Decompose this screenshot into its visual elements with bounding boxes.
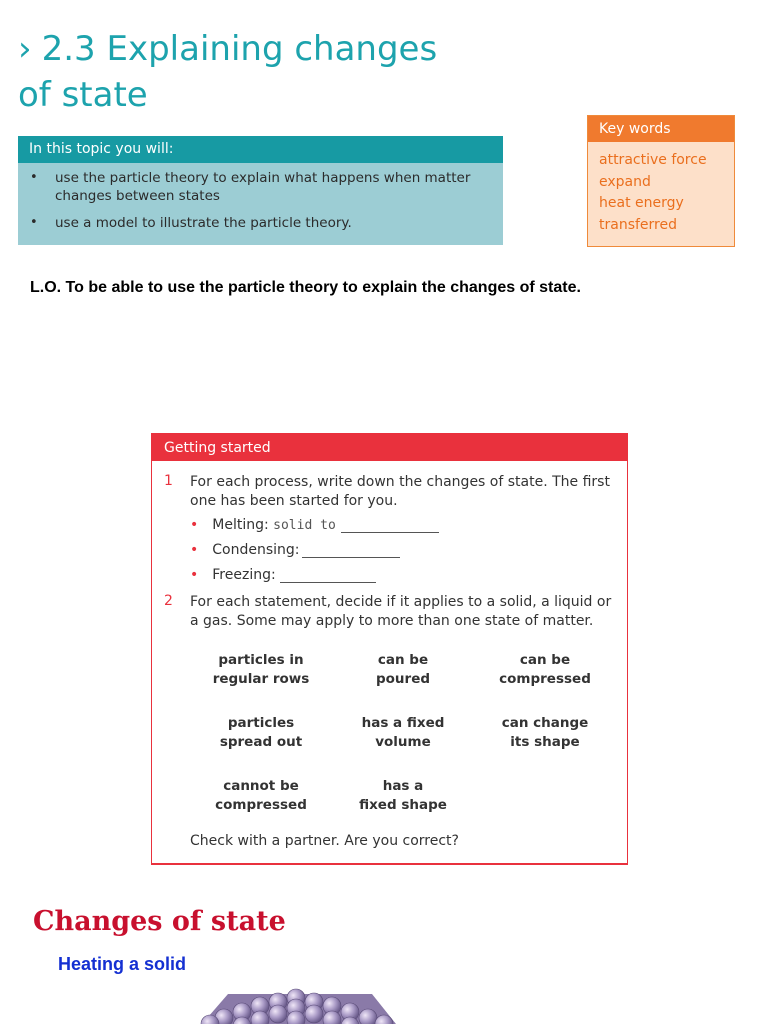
bullet-label: Melting: [212,517,269,533]
answer-line [341,520,439,533]
key-words-heading: Key words [588,116,734,142]
statement-card: has a fixed volume [361,715,445,750]
statement-card: particles spread out [219,715,303,750]
key-word: transferred [599,216,677,233]
key-words-list [588,142,734,236]
bullet-label: Condensing: [212,542,300,558]
bullet-icon: • [190,542,199,558]
bullet-melting [190,517,439,533]
getting-started-box [151,433,628,865]
getting-started-heading: Getting started [152,433,627,461]
question-2-text: For each statement, decide if it applies to a solid, a liquid or a gas. Some may apply to more than one state of matter. [190,594,612,629]
list-item [30,214,493,232]
chevron-right-icon: › [18,29,32,69]
handwritten-answer: solid to [273,518,336,533]
particle-model-image [198,988,398,1024]
topic-title [18,26,578,118]
bullet-icon: • [190,567,199,583]
bullet-icon: • [190,517,199,533]
list-item [30,169,493,205]
bullet-icon: • [30,215,38,230]
bullet-freezing [190,567,376,583]
answer-line [302,545,400,558]
statement-card: has a fixed shape [359,778,447,813]
learning-objective: L.O. To be able to use the particle theory to explain the changes of state. [30,279,581,296]
topic-item-text: use a model to illustrate the particle theory. [55,215,352,231]
topic-box-heading: In this topic you will: [18,136,503,163]
key-word: attractive force [599,152,707,168]
question-number: 2 [164,593,173,609]
key-word: heat energy [599,195,684,211]
statement-card: can be compressed [499,652,591,687]
key-words-box [587,115,735,247]
subsection-title: Heating a solid [58,954,187,974]
answer-line [280,570,376,583]
bullet-condensing [190,542,400,558]
question-1-text: For each process, write down the changes of state. The first one has been started for you. [190,474,610,509]
statement-card: particles in regular rows [212,652,310,687]
key-word: expand [599,173,651,190]
topic-list [18,163,503,232]
title-line-2: of state [18,75,148,115]
title-line-1: 2.3 Explaining changes [41,29,438,69]
bullet-icon: • [30,170,38,185]
statement-card: can change its shape [501,715,589,750]
topic-objectives-box [18,136,503,245]
bullet-label: Freezing: [212,567,276,583]
statement-card: can be poured [375,652,431,687]
statement-card: cannot be compressed [215,778,307,813]
section-title: Changes of state [33,906,286,937]
topic-item-text: use the particle theory to explain what happens when matter changes between states [55,170,471,204]
question-number: 1 [164,473,173,489]
check-instruction: Check with a partner. Are you correct? [190,833,459,849]
